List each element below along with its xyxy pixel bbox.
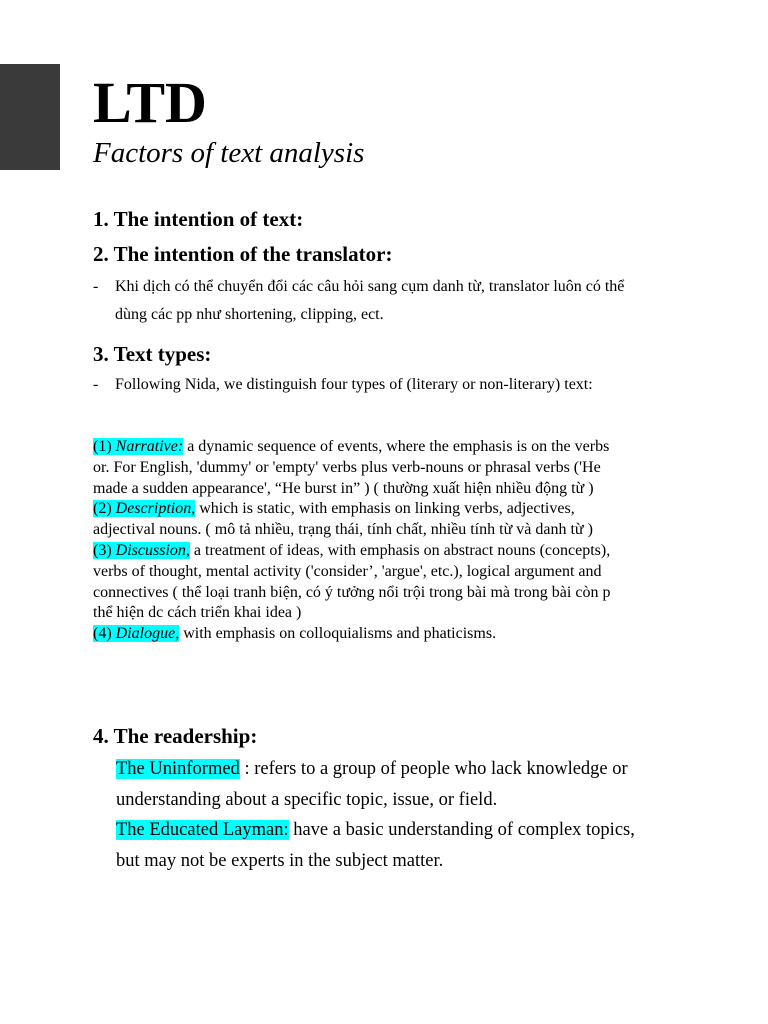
side-bar-decoration [0, 64, 60, 170]
reader-description: have a basic understanding of complex topics, but may not be experts in the subject matter. [116, 820, 635, 871]
text-type-description: a dynamic sequence of events, where the emphasis is on the verbs or. For English, 'dummy' or 'empty' verbs plus verb-nouns or phrasal verbs ('He made a sudden appearance', “He burst in” ) ( thường xuất hiện nhiều động từ ) [93, 438, 610, 497]
reader-term: The Uninformed [116, 759, 240, 779]
text-type-description-item [93, 499, 628, 541]
bullet-text: Following Nida, we distinguish four types of (literary or non-literary) text: [115, 376, 593, 393]
reader-educated-layman [116, 815, 636, 876]
text-type-term: Description [115, 500, 192, 518]
text-type-punct: , [175, 625, 180, 643]
heading-intention-of-text: 1. The intention of text: [93, 207, 304, 231]
bullet-translator [93, 273, 638, 329]
text-type-discussion [93, 541, 628, 624]
text-type-term: Narrative [115, 438, 178, 455]
reader-term: The Educated Layman: [116, 820, 289, 841]
text-type-number: (3) [93, 541, 116, 559]
bullet-dash: - [93, 376, 99, 393]
bullet-text-types [93, 374, 638, 395]
text-type-label [93, 438, 183, 455]
heading-readership: 4. The readership: [93, 724, 258, 748]
text-type-label [93, 500, 195, 517]
text-type-dialogue [93, 624, 628, 645]
bullet-dash: - [93, 278, 99, 295]
text-type-label [93, 625, 179, 642]
text-type-number: (2) [93, 500, 116, 518]
reader-uninformed [116, 754, 636, 815]
text-type-description: a treatment of ideas, with emphasis on abstract nouns (concepts), verbs of thought, mental activity ('consider’, 'argue', etc.), logical argument and connectives ( thể loại tranh biện, có ý tưởng nổi trội trong bài mà trong bài còn p thể hiện dc cách triển khai idea ) [93, 541, 611, 622]
text-types-list [93, 437, 628, 645]
text-type-narrative [93, 437, 628, 499]
text-type-punct: , [185, 541, 190, 559]
text-type-punct: , [191, 500, 196, 518]
text-type-description: which is static, with emphasis on linking verbs, adjectives, adjectival nouns. ( mô tả nhiều, trạng thái, tính chất, nhiều tính từ và danh từ ) [93, 500, 593, 539]
reader-description: : refers to a group of people who lack knowledge or understanding about a specific topic, issue, or field. [116, 759, 628, 810]
heading-intention-of-translator: 2. The intention of the translator: [93, 242, 393, 266]
text-type-description: with emphasis on colloquialisms and phaticisms. [179, 625, 497, 643]
heading-text-types: 3. Text types: [93, 342, 212, 366]
text-type-label [93, 542, 190, 559]
page-subtitle: Factors of text analysis [93, 137, 365, 169]
text-type-term: Discussion [115, 541, 186, 559]
text-type-term: Dialogue [115, 625, 176, 643]
bullet-text: Khi dịch có thể chuyển đổi các câu hỏi sang cụm danh từ, translator luôn có thể dùng các pp như shortening, clipping, ect. [115, 278, 625, 323]
text-type-number: (4) [93, 625, 116, 643]
readership-list [116, 754, 636, 876]
page-title: LTD [93, 70, 207, 135]
text-type-punct: : [177, 438, 184, 455]
text-type-number: (1) [93, 438, 116, 455]
